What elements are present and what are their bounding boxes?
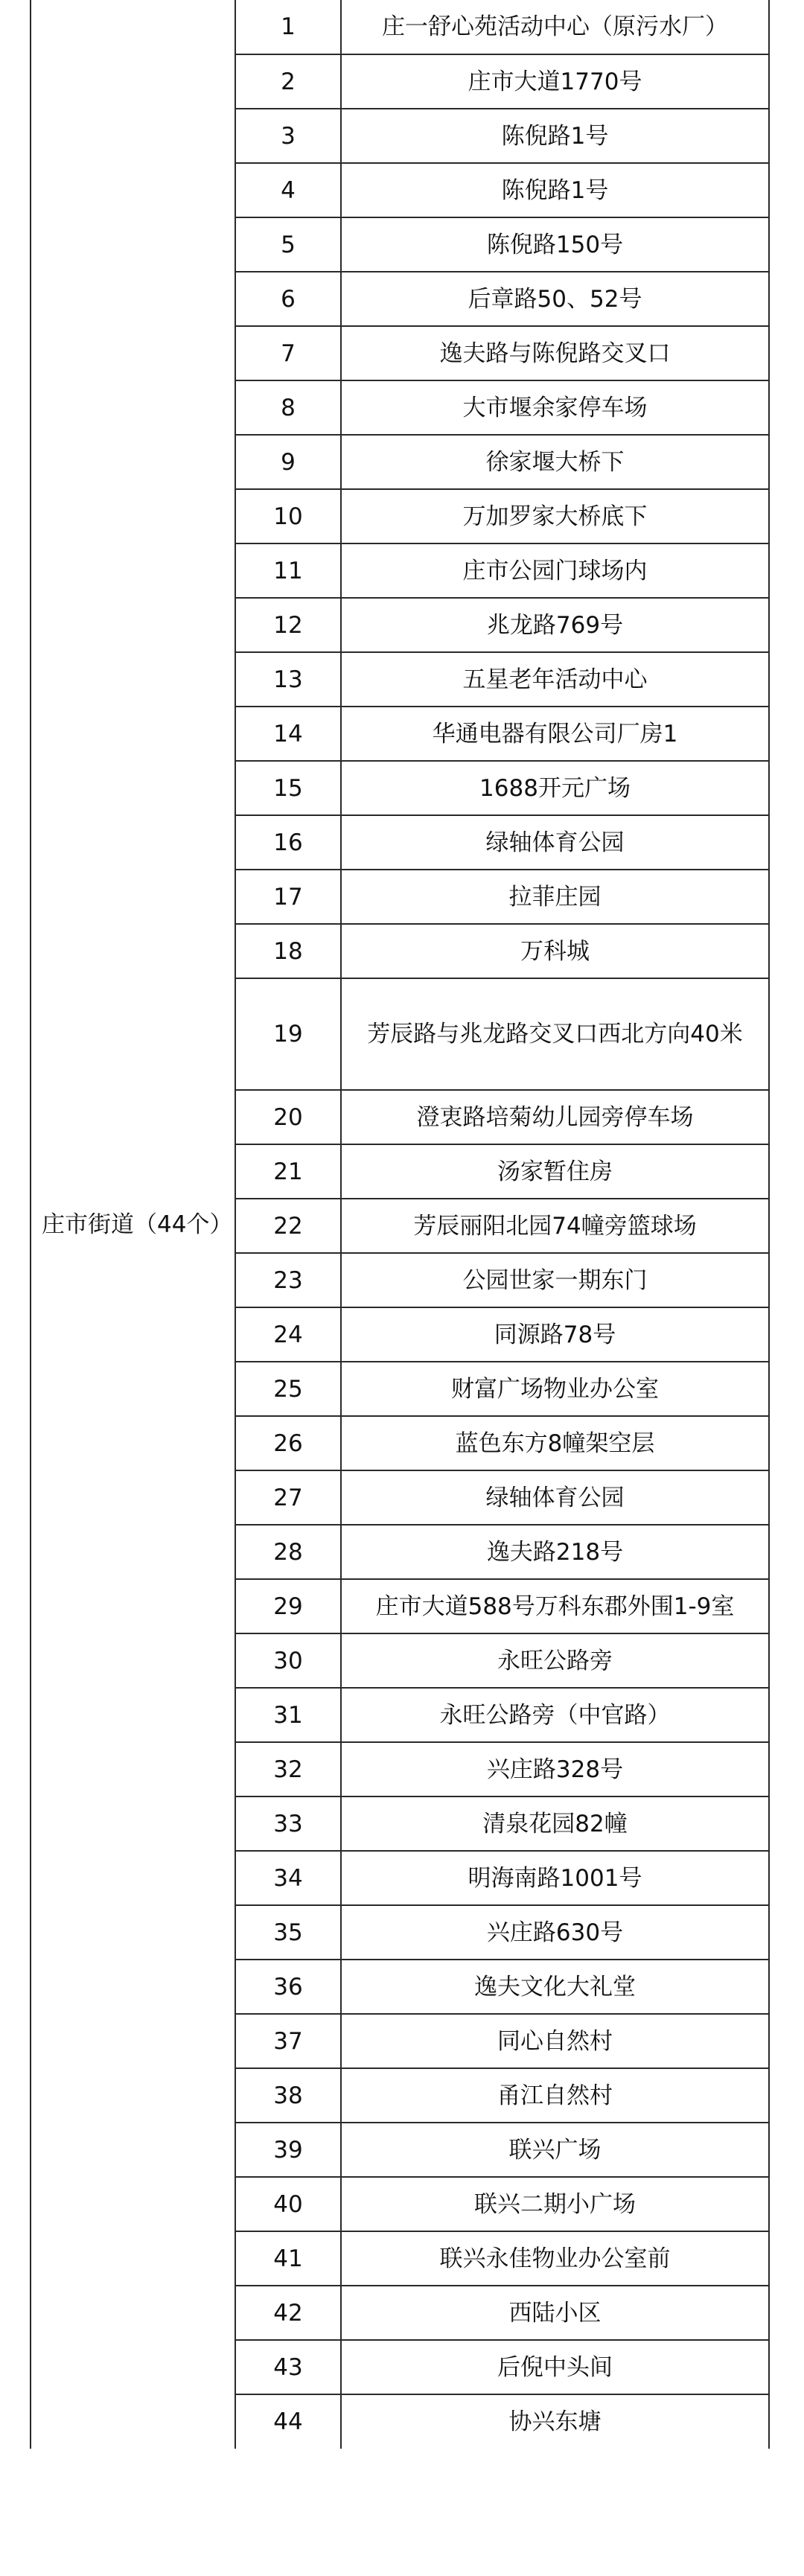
site-table — [30, 0, 770, 2449]
row-number: 11 — [235, 543, 341, 598]
row-number: 19 — [235, 978, 341, 1090]
row-number: 8 — [235, 380, 341, 435]
site-address: 庄市公园门球场内 — [341, 543, 769, 598]
site-address: 同心自然村 — [341, 2014, 769, 2068]
row-number: 16 — [235, 815, 341, 870]
row-number: 10 — [235, 489, 341, 543]
row-number: 44 — [235, 2394, 341, 2449]
row-number: 38 — [235, 2068, 341, 2123]
row-number: 36 — [235, 1960, 341, 2014]
site-address: 财富广场物业办公室 — [341, 1362, 769, 1416]
row-number: 14 — [235, 707, 341, 761]
row-number: 12 — [235, 598, 341, 652]
site-address: 庄市大道1770号 — [341, 54, 769, 109]
site-address: 逸夫文化大礼堂 — [341, 1960, 769, 2014]
table-row — [31, 0, 769, 54]
row-number: 24 — [235, 1307, 341, 1362]
row-number: 30 — [235, 1633, 341, 1688]
site-address: 蓝色东方8幢架空层 — [341, 1416, 769, 1470]
row-number: 17 — [235, 870, 341, 924]
site-address: 逸夫路218号 — [341, 1525, 769, 1579]
row-number: 34 — [235, 1851, 341, 1905]
site-address: 五星老年活动中心 — [341, 652, 769, 707]
row-number: 15 — [235, 761, 341, 815]
site-address: 甬江自然村 — [341, 2068, 769, 2123]
row-number: 5 — [235, 217, 341, 272]
row-number: 33 — [235, 1796, 341, 1851]
site-address: 大市堰余家停车场 — [341, 380, 769, 435]
row-number: 43 — [235, 2340, 341, 2394]
site-address: 陈倪路150号 — [341, 217, 769, 272]
site-address: 澄衷路培菊幼儿园旁停车场 — [341, 1090, 769, 1144]
site-address: 联兴永佳物业办公室前 — [341, 2231, 769, 2286]
row-number: 22 — [235, 1199, 341, 1253]
row-number: 28 — [235, 1525, 341, 1579]
row-number: 6 — [235, 272, 341, 326]
site-address: 绿轴体育公园 — [341, 1470, 769, 1525]
site-address: 协兴东塘 — [341, 2394, 769, 2449]
row-number: 20 — [235, 1090, 341, 1144]
row-number: 39 — [235, 2123, 341, 2177]
site-address: 庄市大道588号万科东郡外围1-9室 — [341, 1579, 769, 1633]
row-number: 21 — [235, 1144, 341, 1199]
site-address: 绿轴体育公园 — [341, 815, 769, 870]
site-address: 汤家暂住房 — [341, 1144, 769, 1199]
row-number: 3 — [235, 109, 341, 163]
row-number: 29 — [235, 1579, 341, 1633]
site-address: 拉菲庄园 — [341, 870, 769, 924]
row-number: 1 — [235, 0, 341, 54]
site-address: 万加罗家大桥底下 — [341, 489, 769, 543]
row-number: 26 — [235, 1416, 341, 1470]
row-number: 7 — [235, 326, 341, 380]
site-address: 庄一舒心苑活动中心（原污水厂） — [341, 0, 769, 54]
site-address: 公园世家一期东门 — [341, 1253, 769, 1307]
site-address: 后倪中头间 — [341, 2340, 769, 2394]
site-address: 陈倪路1号 — [341, 163, 769, 217]
row-number: 23 — [235, 1253, 341, 1307]
site-address: 芳辰丽阳北园74幢旁篮球场 — [341, 1199, 769, 1253]
row-number: 31 — [235, 1688, 341, 1742]
site-address: 兴庄路328号 — [341, 1742, 769, 1796]
site-address: 芳辰路与兆龙路交叉口西北方向40米 — [341, 978, 769, 1090]
site-address: 清泉花园82幢 — [341, 1796, 769, 1851]
row-number: 40 — [235, 2177, 341, 2231]
row-number: 13 — [235, 652, 341, 707]
row-number: 35 — [235, 1905, 341, 1960]
row-number: 4 — [235, 163, 341, 217]
row-number: 18 — [235, 924, 341, 978]
site-address: 联兴二期小广场 — [341, 2177, 769, 2231]
site-address: 万科城 — [341, 924, 769, 978]
site-address: 陈倪路1号 — [341, 109, 769, 163]
site-address: 西陆小区 — [341, 2286, 769, 2340]
site-address: 华通电器有限公司厂房1 — [341, 707, 769, 761]
site-address: 兴庄路630号 — [341, 1905, 769, 1960]
row-number: 2 — [235, 54, 341, 109]
district-cell: 庄市街道（44个） — [31, 0, 235, 2449]
site-address: 同源路78号 — [341, 1307, 769, 1362]
row-number: 9 — [235, 435, 341, 489]
site-address: 联兴广场 — [341, 2123, 769, 2177]
row-number: 42 — [235, 2286, 341, 2340]
site-address: 后章路50、52号 — [341, 272, 769, 326]
site-address: 永旺公路旁（中官路） — [341, 1688, 769, 1742]
row-number: 27 — [235, 1470, 341, 1525]
site-address: 永旺公路旁 — [341, 1633, 769, 1688]
row-number: 41 — [235, 2231, 341, 2286]
site-address: 1688开元广场 — [341, 761, 769, 815]
row-number: 37 — [235, 2014, 341, 2068]
site-address: 兆龙路769号 — [341, 598, 769, 652]
site-address: 逸夫路与陈倪路交叉口 — [341, 326, 769, 380]
site-address: 明海南路1001号 — [341, 1851, 769, 1905]
row-number: 32 — [235, 1742, 341, 1796]
row-number: 25 — [235, 1362, 341, 1416]
site-table-body — [31, 0, 769, 2449]
site-address: 徐家堰大桥下 — [341, 435, 769, 489]
